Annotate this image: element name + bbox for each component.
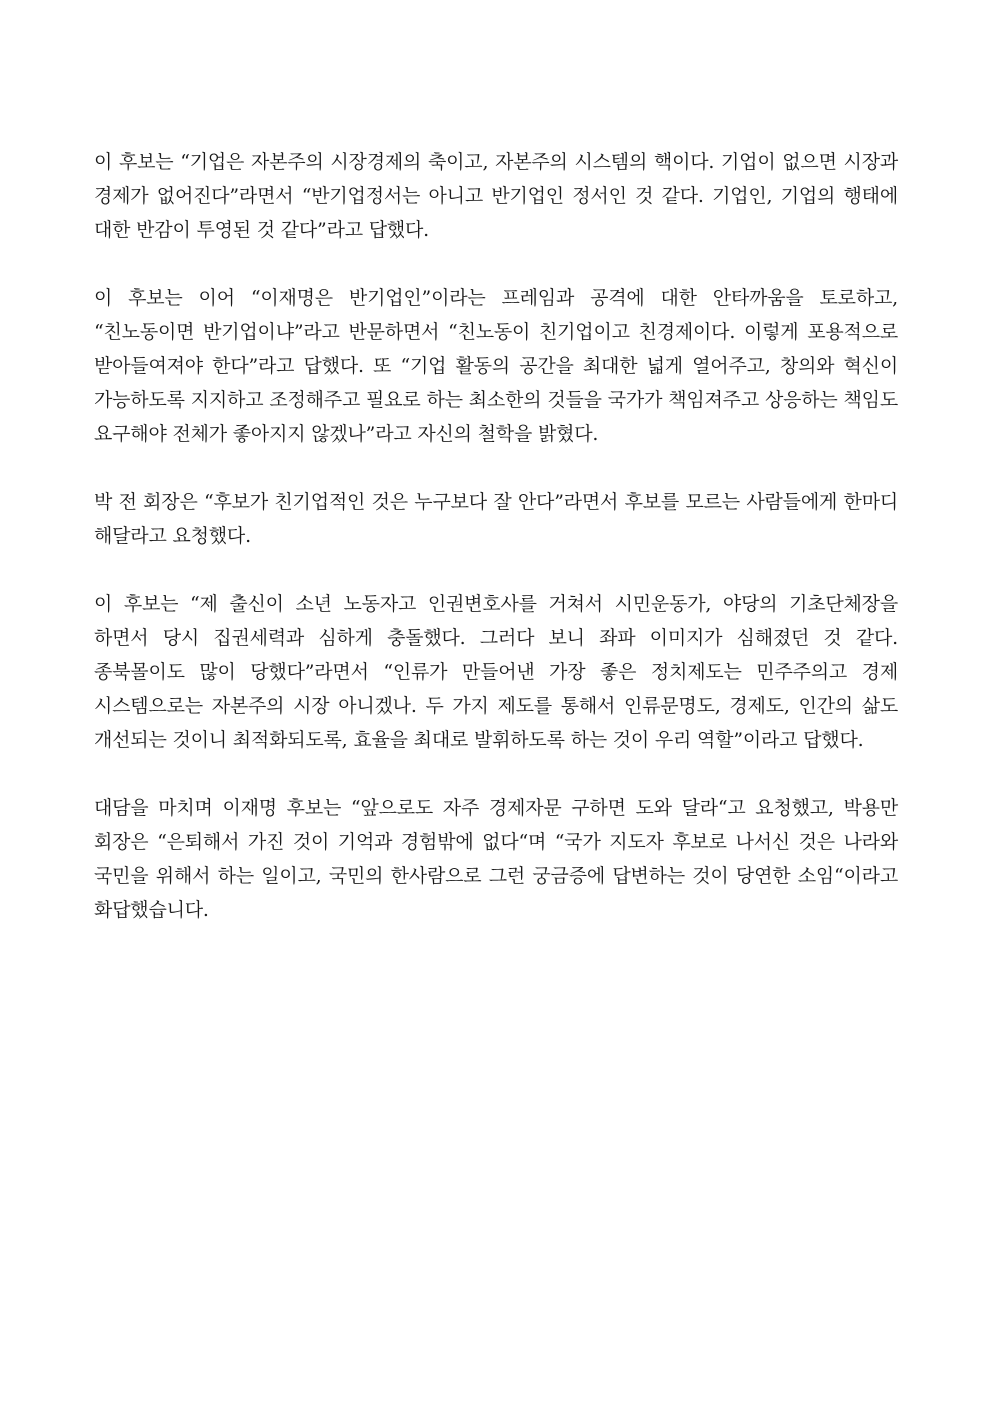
paragraph-2: 이 후보는 이어 “이재명은 반기업인”이라는 프레임과 공격에 대한 안타까움을 토로하고, “친노동이면 반기업이냐”라고 반문하면서 “친노동이 친기업이고 친경제이다. 이렇게 포용적으로 받아들여져야 한다”라고 답했다. 또 “기업 활동의 공간을 최대한 넓게 열어주고, 창의와 혁신이 가능하도록 지지하고 조정해주고 필요로 하는 최소한의 것들을 국가가 책임져주고 상응하는 책임도 요구해야 전체가 좋아지지 않겠나”라고 자신의 철학을 밝혔다.: [94, 287, 898, 445]
article-body: [94, 145, 898, 961]
paragraph-3: 박 전 회장은 “후보가 친기업적인 것은 누구보다 잘 안다”라면서 후보를 모르는 사람들에게 한마디 해달라고 요청했다.: [94, 491, 898, 547]
paragraph-4: 이 후보는 “제 출신이 소년 노동자고 인권변호사를 거쳐서 시민운동가, 야당의 기초단체장을 하면서 당시 집권세력과 심하게 충돌했다. 그러다 보니 좌파 이미지가 심해졌던 것 같다. 종북몰이도 많이 당했다”라면서 “인류가 만들어낸 가장 좋은 정치제도는 민주주의고 경제 시스템으로는 자본주의 시장 아니겠나. 두 가지 제도를 통해서 인류문명도, 경제도, 인간의 삶도 개선되는 것이니 최적화되도록, 효율을 최대로 발휘하도록 하는 것이 우리 역할”이라고 답했다.: [94, 593, 898, 751]
paragraph-1: 이 후보는 “기업은 자본주의 시장경제의 축이고, 자본주의 시스템의 핵이다. 기업이 없으면 시장과 경제가 없어진다”라면서 “반기업정서는 아니고 반기업인 정서인 것 같다. 기업인, 기업의 행태에 대한 반감이 투영된 것 같다”라고 답했다.: [94, 151, 898, 241]
paragraph-5: 대담을 마치며 이재명 후보는 “앞으로도 자주 경제자문 구하면 도와 달라“고 요청했고, 박용만 회장은 “은퇴해서 가진 것이 기억과 경험밖에 없다“며 “국가 지도자 후보로 나서신 것은 나라와 국민을 위해서 하는 일이고, 국민의 한사람으로 그런 궁금증에 답변하는 것이 당연한 소임“이라고 화답했습니다.: [94, 797, 898, 921]
